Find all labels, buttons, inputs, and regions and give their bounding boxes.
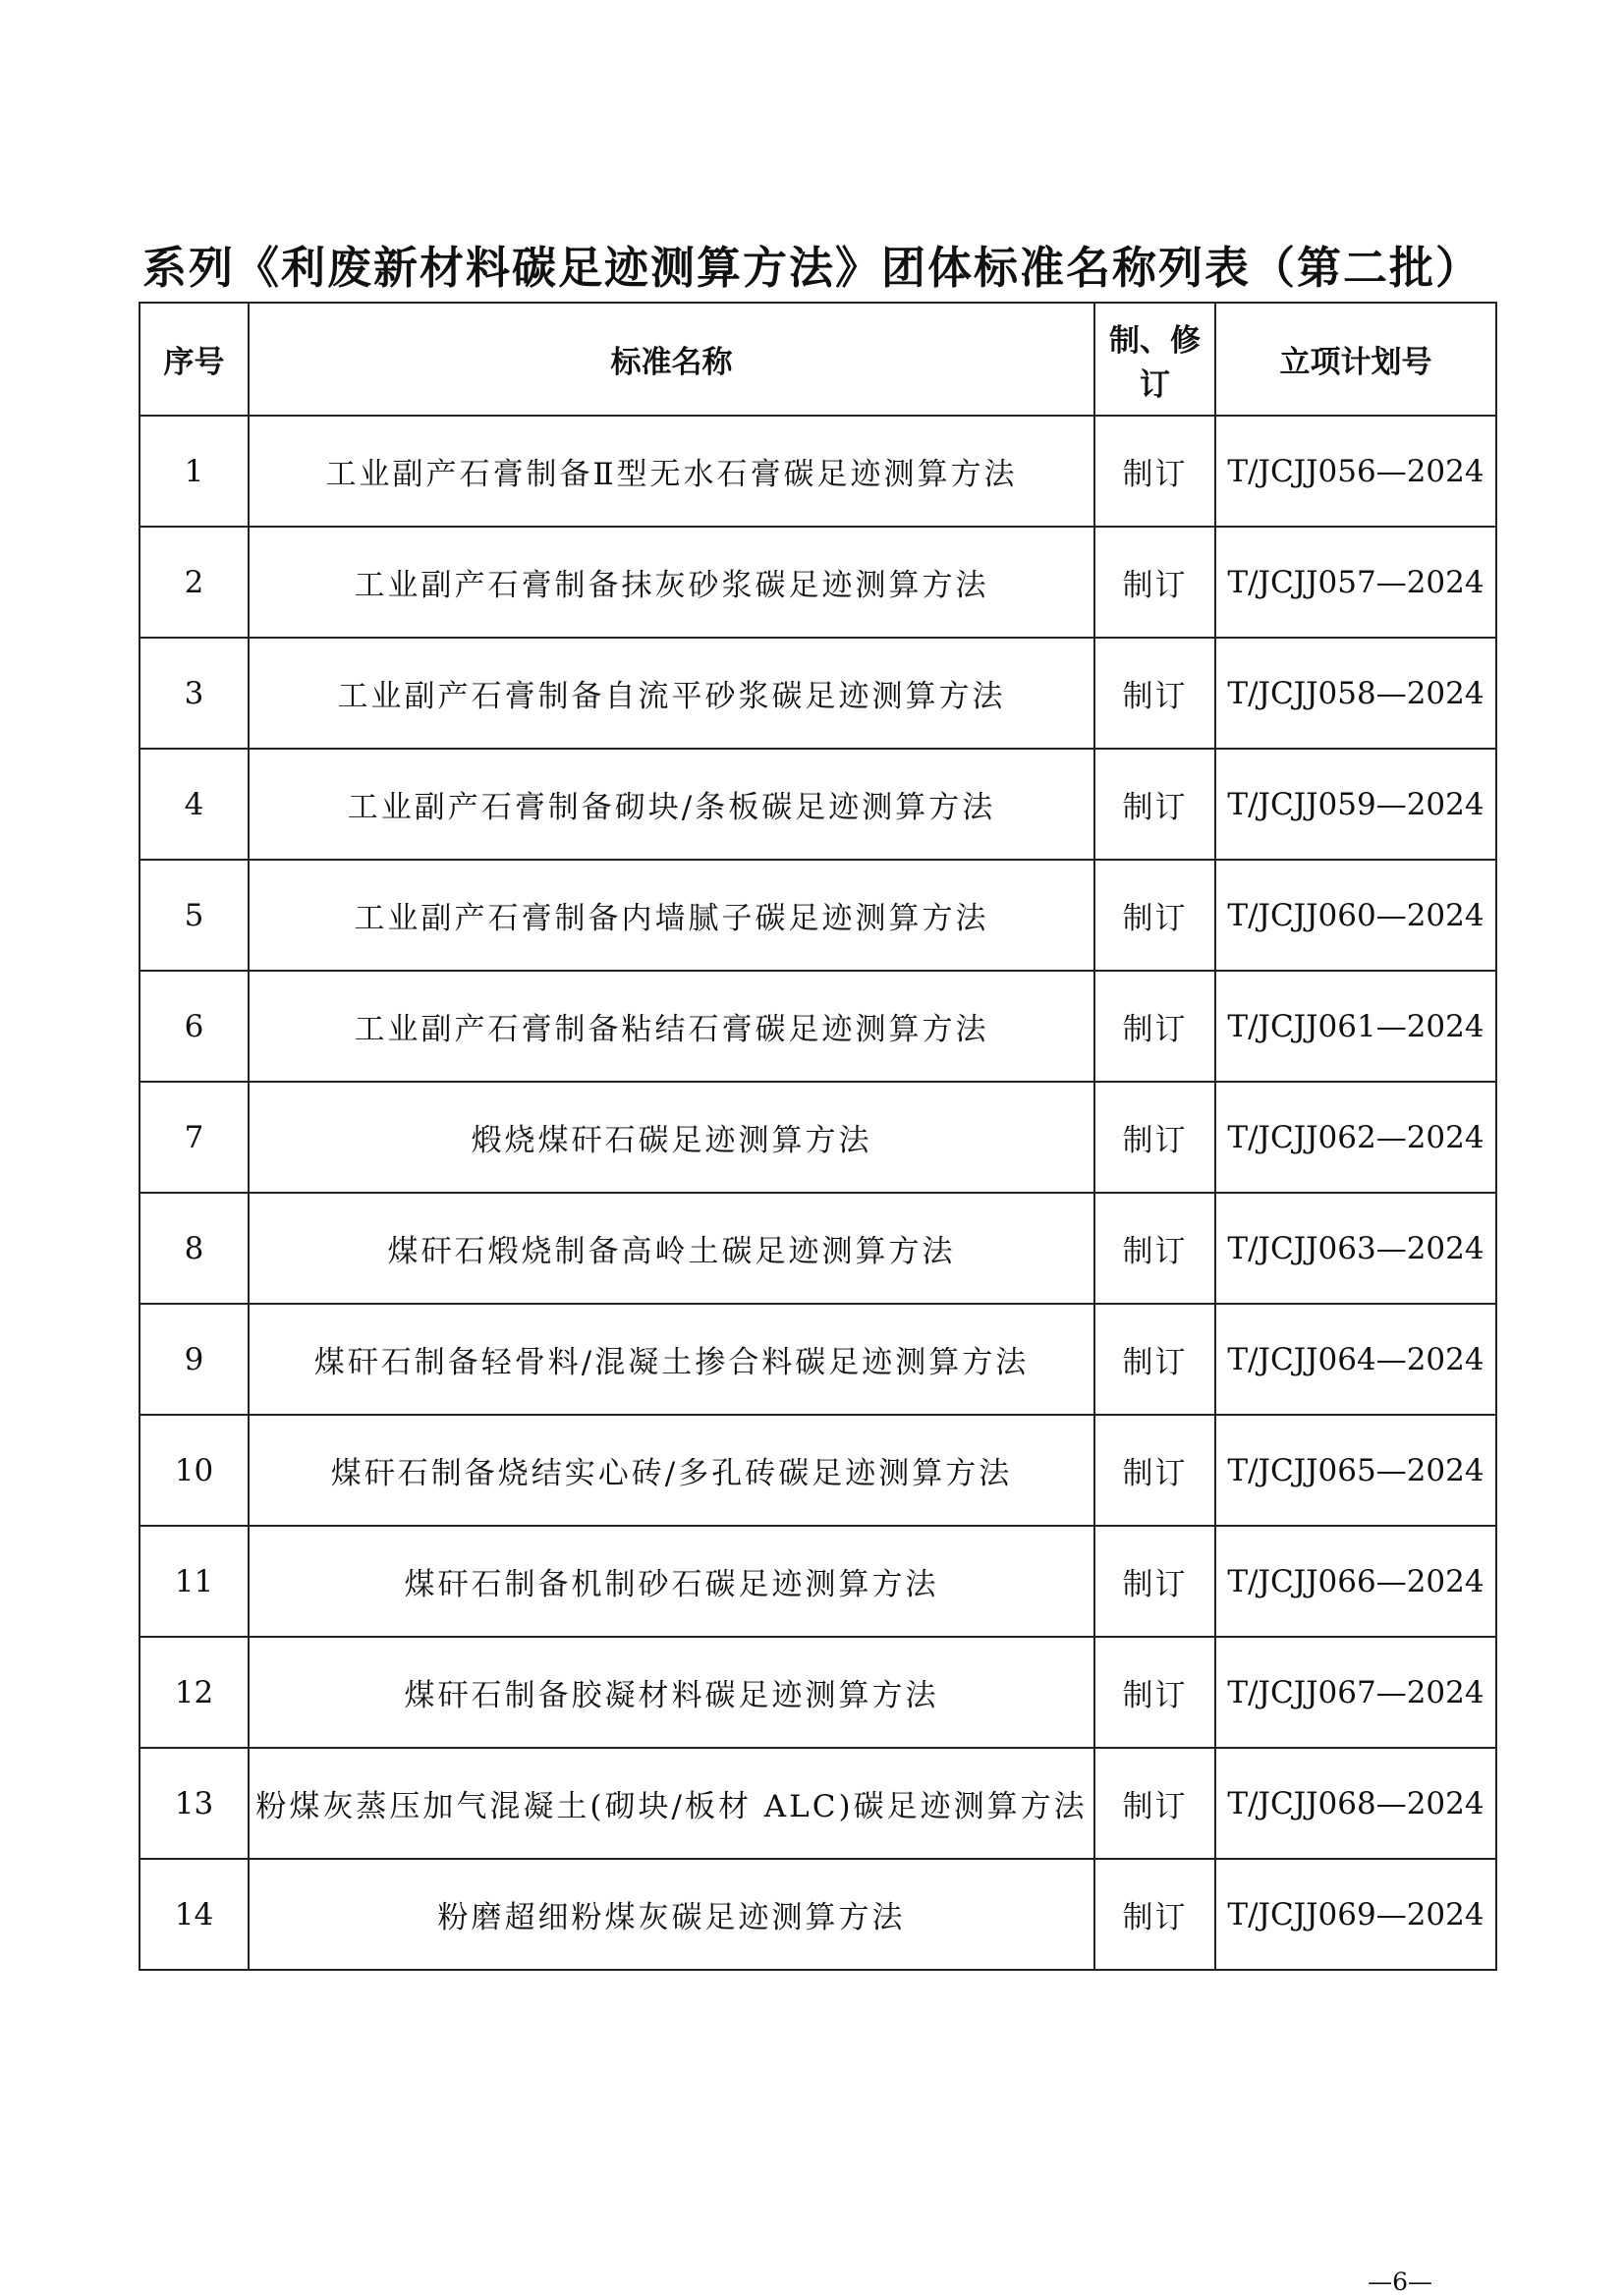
cell-plan: T/JCJJ068—2024 bbox=[1215, 1748, 1496, 1859]
cell-plan: T/JCJJ063—2024 bbox=[1215, 1193, 1496, 1304]
cell-plan: T/JCJJ061—2024 bbox=[1215, 971, 1496, 1082]
cell-type: 制订 bbox=[1094, 1637, 1215, 1748]
cell-plan: T/JCJJ065—2024 bbox=[1215, 1415, 1496, 1526]
table-row bbox=[140, 527, 1496, 638]
cell-name: 粉磨超细粉煤灰碳足迹测算方法 bbox=[249, 1859, 1094, 1970]
cell-name: 工业副产石膏制备抹灰砂浆碳足迹测算方法 bbox=[249, 527, 1094, 638]
cell-no: 9 bbox=[140, 1304, 249, 1415]
cell-name: 煤矸石煅烧制备高岭土碳足迹测算方法 bbox=[249, 1193, 1094, 1304]
table-row bbox=[140, 1415, 1496, 1526]
cell-type: 制订 bbox=[1094, 527, 1215, 638]
cell-no: 4 bbox=[140, 749, 249, 860]
cell-no: 5 bbox=[140, 860, 249, 971]
cell-plan: T/JCJJ067—2024 bbox=[1215, 1637, 1496, 1748]
cell-type: 制订 bbox=[1094, 1748, 1215, 1859]
cell-no: 10 bbox=[140, 1415, 249, 1526]
cell-name: 煤矸石制备机制砂石碳足迹测算方法 bbox=[249, 1526, 1094, 1637]
cell-type: 制订 bbox=[1094, 1415, 1215, 1526]
cell-no: 1 bbox=[140, 416, 249, 527]
table-row bbox=[140, 1304, 1496, 1415]
cell-type: 制订 bbox=[1094, 416, 1215, 527]
table-row bbox=[140, 1859, 1496, 1970]
cell-type: 制订 bbox=[1094, 860, 1215, 971]
table-row bbox=[140, 860, 1496, 971]
table-body bbox=[140, 416, 1496, 1970]
cell-type: 制订 bbox=[1094, 971, 1215, 1082]
table-row bbox=[140, 1748, 1496, 1859]
table-header-row bbox=[140, 303, 1496, 416]
cell-name: 工业副产石膏制备Ⅱ型无水石膏碳足迹测算方法 bbox=[249, 416, 1094, 527]
cell-no: 8 bbox=[140, 1193, 249, 1304]
cell-no: 11 bbox=[140, 1526, 249, 1637]
cell-no: 6 bbox=[140, 971, 249, 1082]
table-row bbox=[140, 1082, 1496, 1193]
cell-plan: T/JCJJ060—2024 bbox=[1215, 860, 1496, 971]
cell-name: 煅烧煤矸石碳足迹测算方法 bbox=[249, 1082, 1094, 1193]
standards-table bbox=[139, 302, 1497, 1971]
table-row bbox=[140, 638, 1496, 749]
cell-type: 制订 bbox=[1094, 1193, 1215, 1304]
cell-plan: T/JCJJ069—2024 bbox=[1215, 1859, 1496, 1970]
page-number: —6— bbox=[1368, 2268, 1432, 2296]
table-row bbox=[140, 416, 1496, 527]
cell-type: 制订 bbox=[1094, 638, 1215, 749]
header-type: 制、修订 bbox=[1094, 303, 1215, 416]
cell-type: 制订 bbox=[1094, 1082, 1215, 1193]
cell-type: 制订 bbox=[1094, 1526, 1215, 1637]
cell-plan: T/JCJJ058—2024 bbox=[1215, 638, 1496, 749]
cell-plan: T/JCJJ062—2024 bbox=[1215, 1082, 1496, 1193]
header-no: 序号 bbox=[140, 303, 249, 416]
cell-plan: T/JCJJ056—2024 bbox=[1215, 416, 1496, 527]
table-row bbox=[140, 1637, 1496, 1748]
table-row bbox=[140, 749, 1496, 860]
cell-type: 制订 bbox=[1094, 749, 1215, 860]
cell-no: 2 bbox=[140, 527, 249, 638]
cell-no: 7 bbox=[140, 1082, 249, 1193]
cell-name: 工业副产石膏制备自流平砂浆碳足迹测算方法 bbox=[249, 638, 1094, 749]
cell-name: 煤矸石制备烧结实心砖/多孔砖碳足迹测算方法 bbox=[249, 1415, 1094, 1526]
table-row bbox=[140, 1193, 1496, 1304]
cell-name: 工业副产石膏制备粘结石膏碳足迹测算方法 bbox=[249, 971, 1094, 1082]
header-name: 标准名称 bbox=[249, 303, 1094, 416]
header-plan: 立项计划号 bbox=[1215, 303, 1496, 416]
page-title: 系列《利废新材料碳足迹测算方法》团体标准名称列表（第二批） bbox=[141, 242, 1482, 294]
cell-name: 煤矸石制备轻骨料/混凝土掺合料碳足迹测算方法 bbox=[249, 1304, 1094, 1415]
cell-plan: T/JCJJ066—2024 bbox=[1215, 1526, 1496, 1637]
cell-name: 粉煤灰蒸压加气混凝土(砌块/板材 ALC)碳足迹测算方法 bbox=[249, 1748, 1094, 1859]
cell-type: 制订 bbox=[1094, 1859, 1215, 1970]
cell-no: 12 bbox=[140, 1637, 249, 1748]
cell-name: 工业副产石膏制备内墙腻子碳足迹测算方法 bbox=[249, 860, 1094, 971]
cell-name: 工业副产石膏制备砌块/条板碳足迹测算方法 bbox=[249, 749, 1094, 860]
cell-name: 煤矸石制备胶凝材料碳足迹测算方法 bbox=[249, 1637, 1094, 1748]
cell-no: 3 bbox=[140, 638, 249, 749]
cell-type: 制订 bbox=[1094, 1304, 1215, 1415]
table-row bbox=[140, 971, 1496, 1082]
cell-plan: T/JCJJ057—2024 bbox=[1215, 527, 1496, 638]
cell-no: 13 bbox=[140, 1748, 249, 1859]
cell-plan: T/JCJJ059—2024 bbox=[1215, 749, 1496, 860]
cell-no: 14 bbox=[140, 1859, 249, 1970]
cell-plan: T/JCJJ064—2024 bbox=[1215, 1304, 1496, 1415]
table-row bbox=[140, 1526, 1496, 1637]
